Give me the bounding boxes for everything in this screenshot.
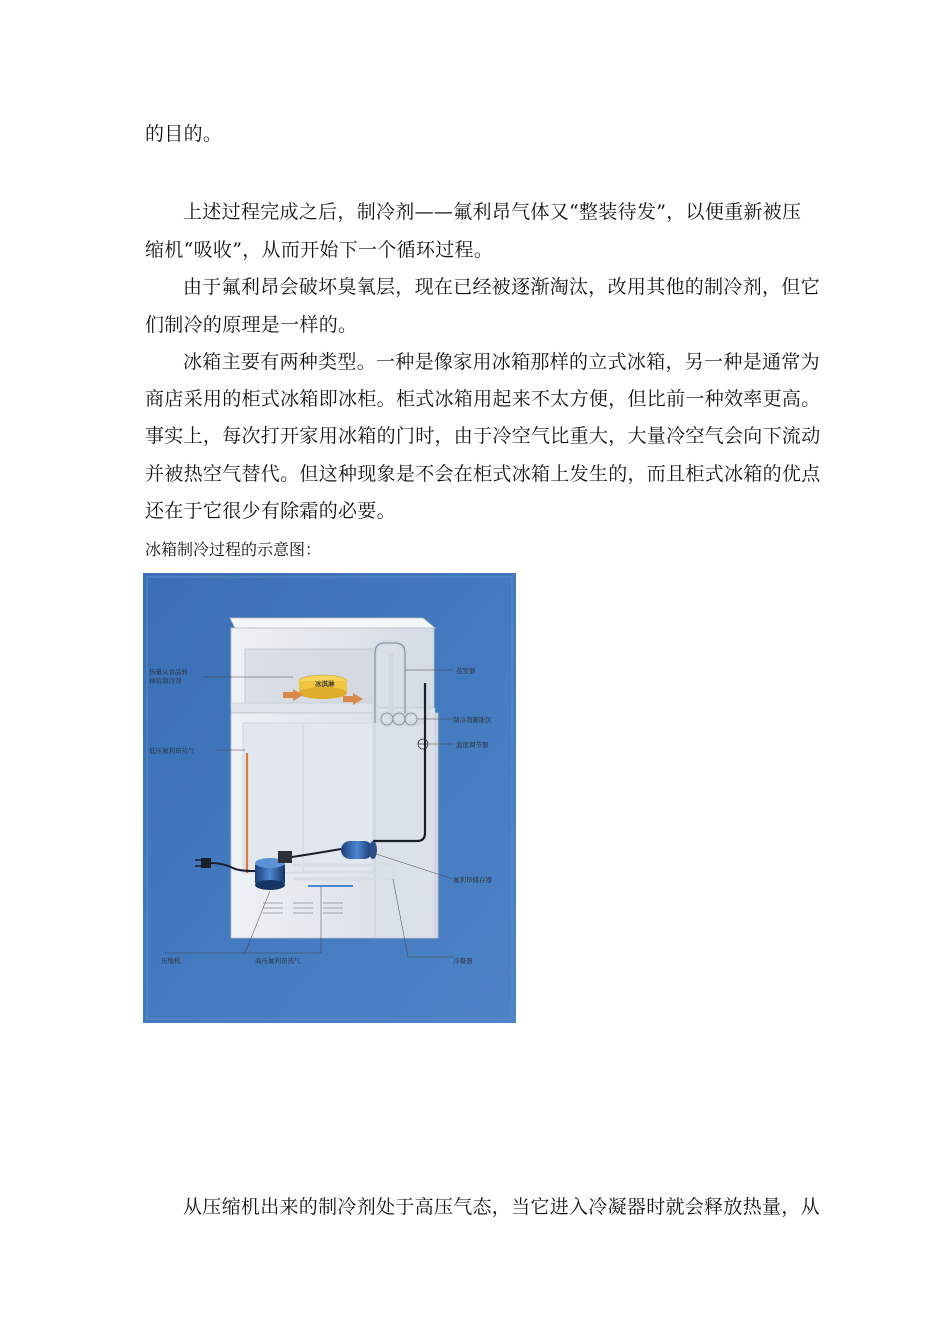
label-low-pressure-gas: 低压氟利昂蒸气 [149,747,195,755]
label-compressor: 压缩机 [161,957,181,965]
paragraph-line: 上述过程完成之后，制冷剂——氟利昂气体又“整装待发”，以便重新被压 [183,201,802,223]
label-heat-from-food-2: 移给制冷剂 [149,677,182,685]
label-condenser: 冷凝器 [453,957,473,965]
paragraph-line: 还在于它很少有除霜的必要。 [145,500,396,522]
label-heat-from-food-1: 热量从食品转 [149,668,188,676]
label-thermostat: 温度调节器 [456,741,489,749]
paragraph-line: 们制冷的原理是一样的。 [145,314,358,336]
paragraph-line: 由于氟利昂会破坏臭氧层，现在已经被逐渐淘汰，改用其他的制冷剂，但它 [183,276,820,298]
label-high-pressure-gas: 高压氟利昂蒸气 [255,957,301,965]
refrigerator-diagram [143,573,516,1023]
paragraph-line: 事实上，每次打开家用冰箱的门时，由于冷空气比重大，大量冷空气会向下流动 [145,425,821,447]
freon-storage-tank [341,841,373,859]
paragraph-line: 冰箱主要有两种类型。一种是像家用冰箱那样的立式冰箱，另一种是通常为 [183,351,820,373]
figure-caption: 冰箱制冷过程的示意图： [145,540,322,559]
paragraph-line: 商店采用的柜式冰箱即冰柜。柜式冰箱用起来不太方便，但比前一种效率更高。 [145,388,821,410]
paragraph-line: 并被热空气替代。但这种现象是不会在柜式冰箱上发生的，而且柜式冰箱的优点 [145,463,821,485]
label-evaporator: 蒸发器 [456,667,476,675]
label-refrigerant-zone: 制冷剂膨胀区 [453,716,492,724]
food-label: 冰淇淋 [315,680,335,688]
paragraph-line: 的目的。 [145,123,223,145]
paragraph-line: 从压缩机出来的制冷剂处于高压气态，当它进入冷凝器时就会释放热量，从 [183,1196,820,1218]
plug-icon [201,858,211,868]
label-freon-storage: 氟利昂储存器 [453,876,492,884]
paragraph-line: 缩机“吸收”，从而开始下一个循环过程。 [145,239,494,261]
